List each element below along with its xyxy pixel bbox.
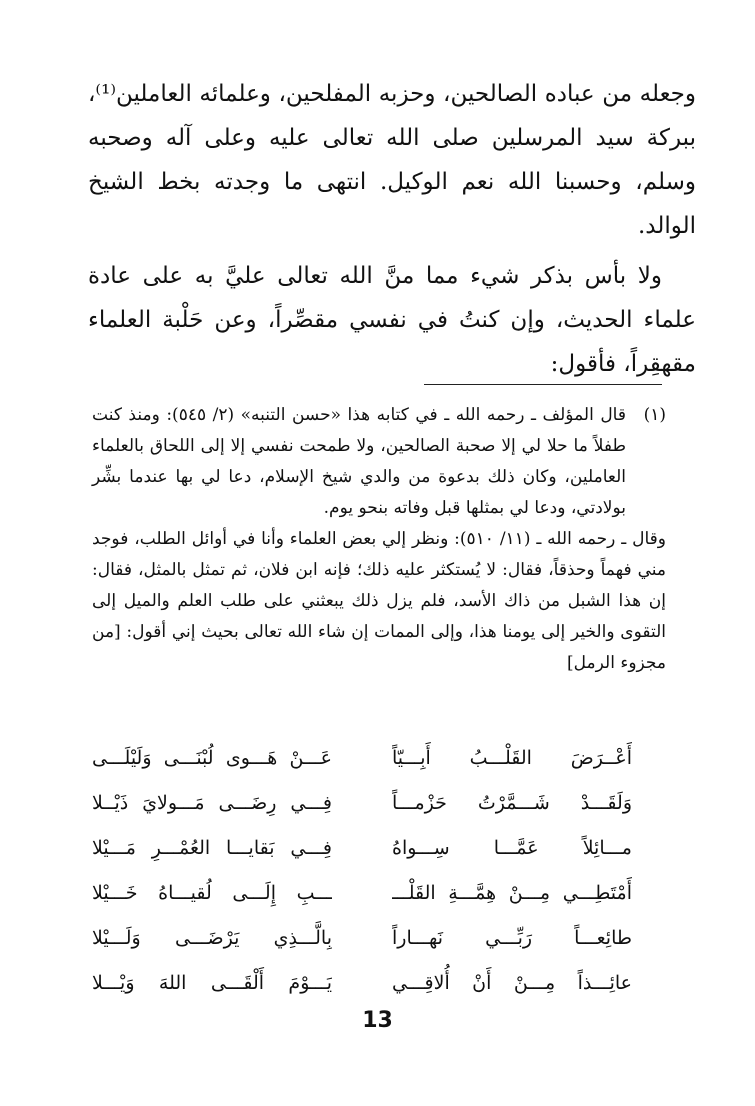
poem-first-hemistich: أَمْتَطِـــي مِـــنْ هِمَّـــةِ القَلْـــ	[392, 882, 632, 904]
poem-second-hemistich: فِـــي بَقايـــا العُمْـــرِ مَـــيْلا	[92, 837, 332, 859]
main-text	[88, 72, 696, 386]
poem-second-hemistich: عَـــنْ هَـــوى لُبْنَـــى وَلَيْلَـــى	[92, 747, 332, 769]
poem-verse	[92, 871, 632, 916]
footnote-text-1: قال المؤلف ـ رحمه الله ـ في كتابه هذا «حسن التنبه» (٢/ ٥٤٥): ومنذ كنت طفلاً ما حلا لي إلا صحبة الصالحين، ولا طمحت نفسي إلا إلى اللحاق بالعلماء العاملين، وكان ذلك بدعوة من والدي شيخ الإسلام، دعا لي بها عندما بشِّر بولادتي، ودعا لي بمثلها قبل وفاته بنحو يوم.	[92, 405, 626, 518]
page-number: 13	[362, 1008, 393, 1033]
poem-verse	[92, 961, 632, 1006]
poem	[92, 736, 632, 1006]
main-paragraph-2: ولا بأس بذكر شيء مما منَّ الله تعالى عليَّ به على عادة علماء الحديث، وإن كنتُ في نفسي مقصِّراً، وعن حَلْبة العلماء مقهقِراً، فأقول:	[88, 263, 696, 377]
poem-verse	[92, 781, 632, 826]
poem-verse	[92, 736, 632, 781]
footnote-number: (١)	[643, 405, 666, 425]
footnote	[92, 400, 666, 679]
poem-second-hemistich: ـــبِ إِلَـــى لُقيـــاهُ خَـــيْلا	[92, 882, 332, 904]
poem-second-hemistich: يَـــوْمَ أَلْقَـــى اللهَ وَيْـــلا	[92, 972, 332, 994]
poem-first-hemistich: مـــائِلاً عَمَّـــا سِـــواهُ	[392, 837, 632, 859]
footnote-paragraph-2: وقال ـ رحمه الله ـ (١١/ ٥١٠): ونظر إلي بعض العلماء وأنا في أوائل الطلب، فوجد مني فهماً وحذقاً، فقال: لا يُستكثر عليه ذلك؛ فإنه ابن فلان، ثم تمثل بالمثل، فقال: إن هذا الشبل من ذاك الأسد، فلم يزل ذلك يبعثني على طلب العلم والميل إلى التقوى والخير إلى يومنا هذا، وإلى الممات إن شاء الله تعالى بحيث إني أقول: [من مجزوء الرمل]	[92, 529, 666, 673]
poem-second-hemistich: فِـــي رِضَـــى مَـــولايَ ذَيْــلا	[92, 792, 332, 814]
poem-first-hemistich: وَلَقَـــدْ شَـــمَّرْتُ حَزْمـــاً	[392, 792, 632, 814]
poem-first-hemistich: طائِعـــاً رَبِّـــي نَهـــاراً	[392, 927, 632, 949]
poem-first-hemistich: أَعْــرَضَ القَلْـــبُ أَبِـــيّاً	[392, 747, 632, 769]
footnote-divider	[424, 384, 662, 385]
main-paragraph-1: وجعله من عباده الصالحين، وحزبه المفلحين، وعلمائه العاملين⁽¹⁾، ببركة سيد المرسلين صلى الله تعالى عليه وعلى آله وصحبه وسلم، وحسبنا الله نعم الوكيل. انتهى ما وجدته بخط الشيخ الوالد.	[88, 81, 696, 239]
poem-second-hemistich: بِالَّـــذِي يَرْضَـــى وَلَـــيْلا	[92, 927, 332, 949]
poem-first-hemistich: عائِـــذاً مِـــنْ أَنْ أُلاقِـــي	[392, 972, 632, 994]
poem-verse	[92, 826, 632, 871]
footnote-paragraph-1	[92, 400, 666, 524]
poem-verse	[92, 916, 632, 961]
